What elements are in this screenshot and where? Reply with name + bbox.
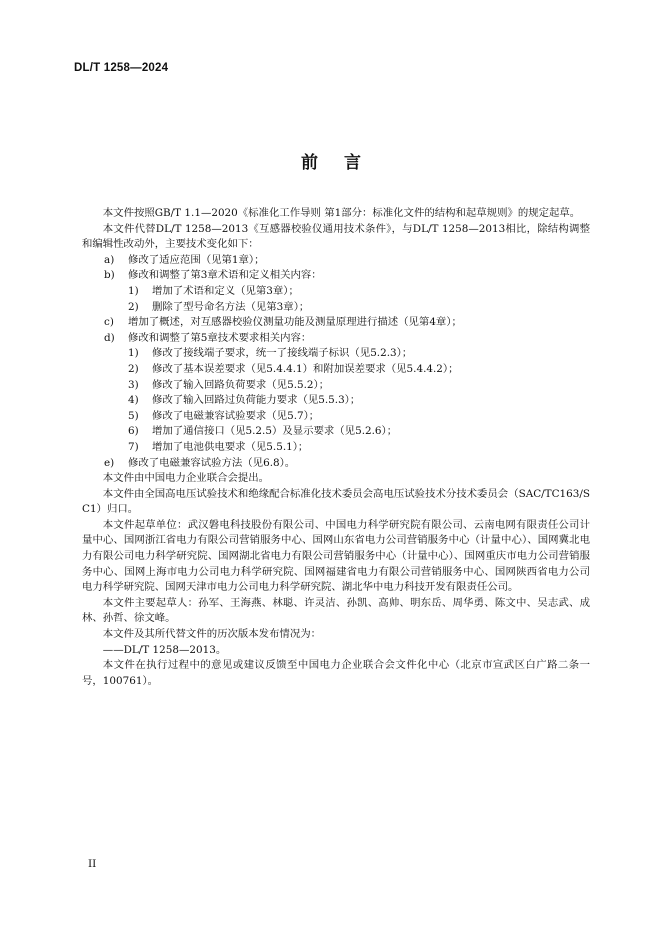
sub-list-item: 2) 删除了型号命名方法（见第3章）； [128,300,310,313]
list-item: c) 增加了概述，对互感器校验仪测量功能及测量原理进行描述（见第4章）； [104,316,462,329]
intro-paragraph: 本文件代替DL/T 1258—2013《互感器校验仪通用技术条件》，与DL/T 1258—2013相比，除结构调整和编辑性改动外，主要技术变化如下： [82,222,590,251]
sub-list-item: 4) 修改了输入回路过负荷能力要求（见5.5.3）； [128,394,361,407]
closing-paragraph: 本文件由全国高电压试验技术和绝缘配合标准化技术委员会高电压试验技术分技术委员会（SAC/TC163/SC1）归口。 [82,487,590,516]
sub-list-item: 2) 修改了基本误差要求（见5.4.4.1）和附加误差要求（见5.4.4.2）； [128,362,459,375]
closing-paragraph: ——DL/T 1258—2013。 [102,643,227,656]
page-title: 前言 [301,153,387,173]
list-item: a) 修改了适应范围（见第1章）； [104,253,265,266]
document-code-header: DL/T 1258—2024 [74,62,169,74]
intro-paragraph: 本文件按照GB/T 1.1—2020《标准化工作导则 第1部分：标准化文件的结构和起草规则》的规定起草。 [102,207,581,219]
sub-list-item: 5) 修改了电磁兼容试验要求（见5.7）； [128,409,320,422]
closing-paragraph: 本文件由中国电力企业联合会提出。 [102,472,270,485]
list-item: d) 修改和调整了第5章技术要求相关内容： [104,331,312,344]
closing-paragraph: 本文件主要起草人：孙军、王海燕、林聪、许灵洁、孙凯、高帅、明东岳、周华勇、陈文中、吴志武、成林、孙哲、徐文峰。 [82,596,590,625]
sub-list-item: 1) 增加了术语和定义（见第3章）； [128,284,299,297]
page-number: II [88,858,97,870]
closing-paragraph: 本文件及其所代替文件的历次版本发布情况为： [102,628,321,641]
document-body [82,206,590,689]
list-item: e) 修改了电磁兼容试验方法（见6.8）。 [104,456,296,469]
closing-paragraph: 本文件起草单位：武汉磐电科技股份有限公司、中国电力科学研究院有限公司、云南电网有限责任公司计量中心、国网浙江省电力有限公司营销服务中心、国网山东省电力公司营销服务中心（计量中心）、国网冀北电力有限公司电力科学研究院、国网湖北省电力有限公司营销服务中心（计量中心）、国网重庆市电力公司营销服务中心、国网上海市电力公司电力科学研究院、国网福建省电力有限公司营销服务中心、国网陕西省电力公司电力科学研究院、国网天津市电力公司电力科学研究院、湖北华中电力科技开发有限责任公司。 [82,518,590,594]
closing-paragraph: 本文件在执行过程中的意见或建议反馈至中国电力企业联合会文件化中心（北京市宣武区白广路二条一号，100761）。 [82,659,590,687]
sub-list-item: 6) 增加了通信接口（见5.2.5）及显示要求（见5.2.6）； [128,425,398,438]
sub-list-item: 1) 修改了接线端子要求，统一了接线端子标识（见5.2.3）； [128,347,413,360]
list-item: b) 修改和调整了第3章术语和定义相关内容： [104,269,322,282]
sub-list-item: 3) 修改了输入回路负荷要求（见5.5.2）； [128,378,330,391]
sub-list-item: 7) 增加了电池供电要求（见5.5.1）； [128,440,309,453]
